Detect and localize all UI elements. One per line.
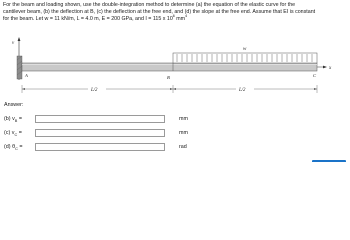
problem-unit: mm (174, 16, 186, 22)
problem-statement (3, 2, 345, 23)
vc-label: (c) $v_C$ = (4, 130, 22, 138)
point-a-label: A (25, 73, 28, 78)
answer-row-vb (4, 115, 194, 124)
submit-button[interactable] (312, 160, 346, 162)
vc-input[interactable] (35, 129, 165, 137)
vb-input[interactable] (35, 115, 165, 123)
vc-unit: mm (179, 130, 188, 136)
dim-arrow (314, 88, 317, 90)
dim-arrow (22, 88, 25, 90)
beam-diagram (0, 36, 350, 96)
x-axis-arrow (323, 66, 327, 69)
theta-c-input[interactable] (35, 143, 165, 151)
x-axis-label: x (329, 66, 332, 71)
v-axis-arrow (18, 37, 21, 41)
dim-label-right: L/2 (239, 88, 246, 93)
problem-line-3: for the beam. Let w = 11 kN/m, L = 4.0 m, E = 200 GPa, and I = 115 x 10 (3, 16, 173, 22)
beam-figure (0, 36, 350, 96)
dim-arrow (170, 88, 173, 90)
answer-heading: Answer: (4, 102, 24, 108)
dim-label-left: L/2 (91, 88, 98, 93)
theta-c-unit: rad (179, 144, 187, 150)
point-c-label: C (313, 73, 317, 78)
exponent-6: 6 (172, 14, 175, 19)
vb-label: (b) $v_B$ = (4, 116, 22, 124)
v-axis-label: v (12, 41, 15, 46)
answer-row-vc (4, 129, 194, 138)
point-b-label: B (167, 75, 170, 80)
exponent-4: 4 (185, 14, 188, 19)
answer-row-theta-c (4, 143, 194, 152)
dim-arrow (173, 88, 176, 90)
distributed-load-block (173, 53, 317, 63)
vb-unit: mm (179, 116, 188, 122)
problem-line-1: For the beam and loading shown, use the double-integration method to determine (a) the equation of the elastic curve for the (3, 2, 296, 8)
load-label: w (243, 47, 247, 52)
problem-line-2: cantilever beam, (b) the deflection at B, (c) the deflection at the free end, and (d) the slope at the free end. Assume that EI is constant (3, 9, 316, 15)
theta-c-label: (d) $\theta_C$ = (4, 144, 23, 152)
